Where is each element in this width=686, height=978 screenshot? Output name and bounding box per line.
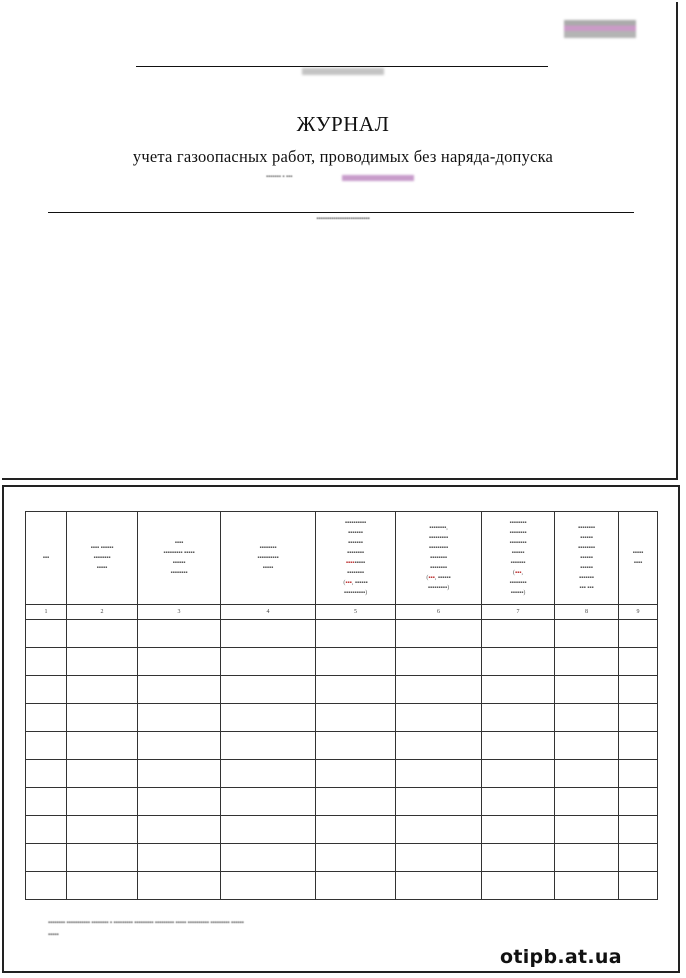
table-cell [316,872,396,900]
table-cell [138,648,221,676]
table-cell [396,620,482,648]
table-cell [555,872,619,900]
table-cell [221,844,316,872]
table-footnote-blurred-2: ▪▪▪▪▪ [48,932,59,938]
table-cell [619,816,658,844]
blurred-caption [302,68,384,75]
table-cell [396,872,482,900]
table-row [26,844,658,872]
table-cell [555,676,619,704]
table-cell [555,760,619,788]
organization-name-line [48,212,634,213]
journal-title: ЖУРНАЛ [296,112,390,136]
table-cell [138,676,221,704]
table-cell [396,816,482,844]
column-header-4: ▪▪▪▪▪▪▪▪ ▪▪▪▪▪▪▪▪▪▪ ▪▪▪▪▪ [221,512,316,605]
table-header-row [26,512,658,605]
table-cell [316,816,396,844]
table-row [26,620,658,648]
table-cell [555,732,619,760]
table-cell [555,648,619,676]
table-cell [221,788,316,816]
table-cell [26,676,67,704]
table-cell [482,732,555,760]
table-cell [67,704,138,732]
table-cell [138,704,221,732]
table-cell [221,732,316,760]
column-header-6: ▪▪▪▪▪▪▪▪, ▪▪▪▪▪▪▪▪▪ ▪▪▪▪▪▪▪▪▪ ▪▪▪▪▪▪▪▪ ▪▪▪▪▪▪▪▪ (▪▪▪, ▪▪▪▪▪▪ ▪▪▪▪▪▪▪▪▪) [396,512,482,605]
table-cell [221,620,316,648]
table-cell [482,648,555,676]
table-cell [221,704,316,732]
table-cell [482,620,555,648]
table-cell [316,760,396,788]
table-cell [67,648,138,676]
table-cell [26,620,67,648]
table-cell [67,760,138,788]
table-cell [221,816,316,844]
table-cell [555,844,619,872]
column-number: 9 [619,605,658,620]
table-cell [619,872,658,900]
table-cell [67,732,138,760]
table-cell [26,648,67,676]
table-row [26,816,658,844]
column-number: 5 [316,605,396,620]
table-cell [138,732,221,760]
column-number: 3 [138,605,221,620]
table-cell [316,620,396,648]
table-cell [26,872,67,900]
table-row [26,704,658,732]
table-cell [67,844,138,872]
table-cell [316,788,396,816]
table-cell [619,648,658,676]
column-number: 1 [26,605,67,620]
site-watermark: otipb.at.ua [500,946,622,968]
column-number: 8 [555,605,619,620]
table-row [26,760,658,788]
table-cell [138,844,221,872]
table-cell [619,732,658,760]
table-cell [396,760,482,788]
table-cell [619,788,658,816]
table-row [26,788,658,816]
table-cell [316,648,396,676]
table-cell [482,816,555,844]
column-header-3: ▪▪▪▪ ▪▪▪▪▪▪▪▪▪ ▪▪▪▪▪ ▪▪▪▪▪▪ ▪▪▪▪▪▪▪▪ [138,512,221,605]
table-row [26,648,658,676]
column-number: 7 [482,605,555,620]
top-rule-line [136,66,548,67]
table-cell [316,844,396,872]
column-number: 2 [67,605,138,620]
column-number-row [26,605,658,620]
column-header-7: ▪▪▪▪▪▪▪▪ ▪▪▪▪▪▪▪▪ ▪▪▪▪▪▪▪▪ ▪▪▪▪▪▪ ▪▪▪▪▪▪▪ (▪▪▪, ▪▪▪▪▪▪▪▪ ▪▪▪▪▪▪) [482,512,555,605]
table-cell [26,760,67,788]
column-header-2: ▪▪▪▪ ▪▪▪▪▪▪ ▪▪▪▪▪▪▪▪ ▪▪▪▪▪ [67,512,138,605]
table-cell [67,676,138,704]
table-cell [482,872,555,900]
column-header-1: ▪▪▪ [26,512,67,605]
table-cell [221,872,316,900]
table-cell [138,788,221,816]
table-cell [555,788,619,816]
table-cell [482,788,555,816]
table-cell [138,872,221,900]
table-body [26,605,658,900]
table-cell [482,704,555,732]
organization-caption-blurred: ▪▪▪▪▪▪▪▪▪▪▪▪▪▪▪▪▪▪▪▪▪▪▪▪▪ [316,216,370,222]
column-header-9: ▪▪▪▪▪ ▪▪▪▪ [619,512,658,605]
table-cell [26,732,67,760]
table-cell [67,816,138,844]
column-header-8: ▪▪▪▪▪▪▪▪ ▪▪▪▪▪▪ ▪▪▪▪▪▪▪▪ ▪▪▪▪▪▪ ▪▪▪▪▪▪ ▪▪▪▪▪▪▪ ▪▪▪ ▪▪▪ [555,512,619,605]
column-number: 4 [221,605,316,620]
cover-page [2,2,678,480]
table-cell [482,676,555,704]
journal-subtitle: учета газоопасных работ, проводимых без наряда-допуска [132,147,554,166]
table-cell [26,844,67,872]
table-row [26,732,658,760]
column-number: 6 [396,605,482,620]
table-cell [26,816,67,844]
journal-table [25,511,658,900]
table-footnote-blurred: ▪▪▪▪▪▪▪▪ ▪▪▪▪▪▪▪▪▪▪▪ ▪▪▪▪▪▪▪▪ ▪ ▪▪▪▪▪▪▪▪▪ ▪▪▪▪▪▪▪▪▪ ▪▪▪▪▪▪▪▪▪ ▪▪▪▪▪ ▪▪▪▪▪▪▪▪▪▪ ▪▪▪▪▪▪▪▪▪ ▪▪▪▪▪▪ [48,920,244,926]
table-cell [316,704,396,732]
table-cell [619,704,658,732]
table-cell [67,872,138,900]
table-cell [396,732,482,760]
table-cell [138,760,221,788]
table-cell [26,704,67,732]
table-cell [138,620,221,648]
blurred-reference-note: ▪▪▪▪▪▪▪ ▪ ▪▪▪ [266,174,293,180]
table-cell [316,732,396,760]
table-cell [482,844,555,872]
table-cell [67,788,138,816]
table-cell [138,816,221,844]
table-cell [221,648,316,676]
table-cell [619,844,658,872]
table-cell [396,676,482,704]
column-header-5: ▪▪▪▪▪▪▪▪▪▪ ▪▪▪▪▪▪▪ ▪▪▪▪▪▪▪ ▪▪▪▪▪▪▪▪ ▪▪▪▪▪▪▪▪▪ ▪▪▪▪▪▪▪▪ (▪▪▪, ▪▪▪▪▪▪ ▪▪▪▪▪▪▪▪▪▪) [316,512,396,605]
table-cell [619,620,658,648]
table-cell [221,760,316,788]
table-cell [396,704,482,732]
blurred-reference-link [342,175,414,181]
table-cell [221,676,316,704]
table-cell [555,816,619,844]
table-cell [482,760,555,788]
table-cell [619,760,658,788]
table-cell [555,620,619,648]
table-cell [26,788,67,816]
blurred-corner-note [564,20,636,38]
table-cell [316,676,396,704]
table-cell [555,704,619,732]
table-cell [396,648,482,676]
table-cell [396,844,482,872]
table-row [26,676,658,704]
table-cell [67,620,138,648]
table-cell [619,676,658,704]
table-row [26,872,658,900]
table-cell [396,788,482,816]
